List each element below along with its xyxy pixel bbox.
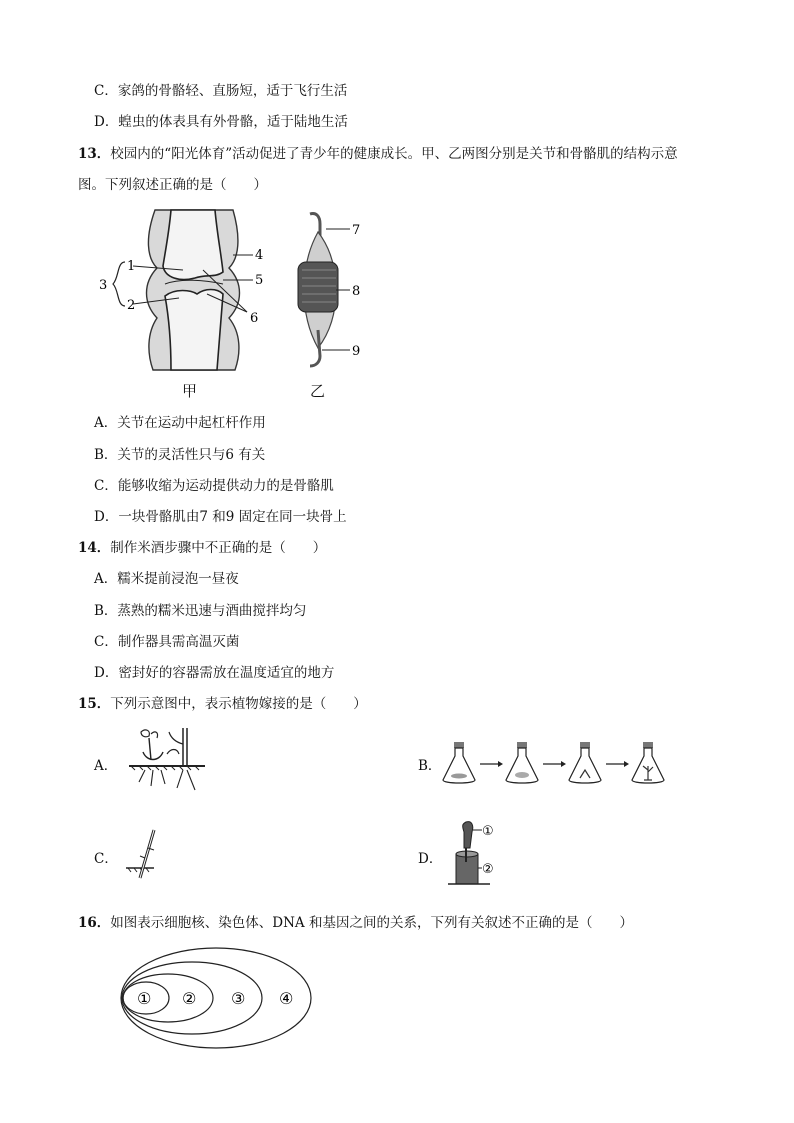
grafting-figure [442,818,502,892]
label-3: 3 [99,278,108,293]
stem-cutting-figure [124,826,164,882]
joint-figure [95,208,280,373]
label-8: 8 [352,284,361,299]
label-6: 6 [250,311,259,326]
q14-stem [78,539,326,557]
label-2: 2 [127,298,136,313]
q14-option-d: D．密封好的容器需放在温度适宜的地方 [94,665,335,681]
q15-stem-text: 下列示意图中，表示植物嫁接的是（ ） [110,696,367,712]
label-1: 1 [127,259,136,274]
scion [463,822,473,848]
circle-label-1: ① [137,989,152,1008]
q13-stem-line1 [78,145,678,163]
label-7: 7 [352,223,361,238]
nested-circles-figure [118,944,318,1054]
q15-option-a: A． [94,758,118,774]
lower-bone [165,290,223,371]
q13-option-b: B．关节的灵活性只与6 有关 [94,447,266,463]
label-5: 5 [255,273,264,288]
q14-option-c: C．制作器具需高温灭菌 [94,634,240,650]
q16-stem-text: 如图表示细胞核、染色体、DNA 和基因之间的关系，下列有关叙述不正确的是（ ） [110,915,633,931]
figure-caption-jia: 甲 [182,382,198,400]
cutting-figure [125,724,210,802]
flask-2 [506,742,538,783]
q12-option-d: D．蝗虫的体表具有外骨骼，适于陆地生活 [94,114,348,130]
circle-label-3: ③ [231,989,246,1008]
flask-1 [443,742,475,783]
grafting-label-2: ② [482,862,494,877]
q14-option-b: B．蒸熟的糯米迅速与酒曲搅拌均匀 [94,603,307,619]
circle-label-2: ② [182,989,197,1008]
q16-stem [78,914,633,932]
q15-option-d: D． [418,851,443,867]
circle-label-4: ④ [279,989,294,1008]
muscle-figure [290,210,370,370]
q14-option-a: A．糯米提前浸泡一昼夜 [94,571,239,587]
label-9: 9 [352,344,361,359]
q16-number: 16． [78,915,111,931]
q13-option-d: D．一块骨骼肌由7 和9 固定在同一块骨上 [94,509,347,525]
q15-stem [78,695,367,713]
tissue-culture-figure [440,740,670,788]
flask-3 [569,742,601,783]
q13-stem-text: 校园内的“阳光体育”活动促进了青少年的健康成长。甲、乙两图分别是关节和骨骼肌的结构示意 [110,146,678,162]
q13-option-a: A．关节在运动中起杠杆作用 [94,415,266,431]
q15-number: 15． [78,696,111,712]
q13-option-c: C．能够收缩为运动提供动力的是骨骼肌 [94,478,334,494]
label-4: 4 [255,248,264,263]
grafting-label-1: ① [482,824,494,839]
q14-number: 14． [78,540,111,556]
q14-stem-text: 制作米酒步骤中不正确的是（ ） [110,540,327,556]
q15-option-c: C． [94,851,118,867]
flask-4 [632,742,664,783]
q12-option-c: C．家鸽的骨骼轻、直肠短，适于飞行生活 [94,83,348,99]
figure-caption-yi: 乙 [310,382,326,400]
q15-option-b: B． [418,758,442,774]
q13-stem-line2: 图。下列叙述正确的是（ ） [78,177,267,193]
q13-number: 13． [78,146,111,162]
